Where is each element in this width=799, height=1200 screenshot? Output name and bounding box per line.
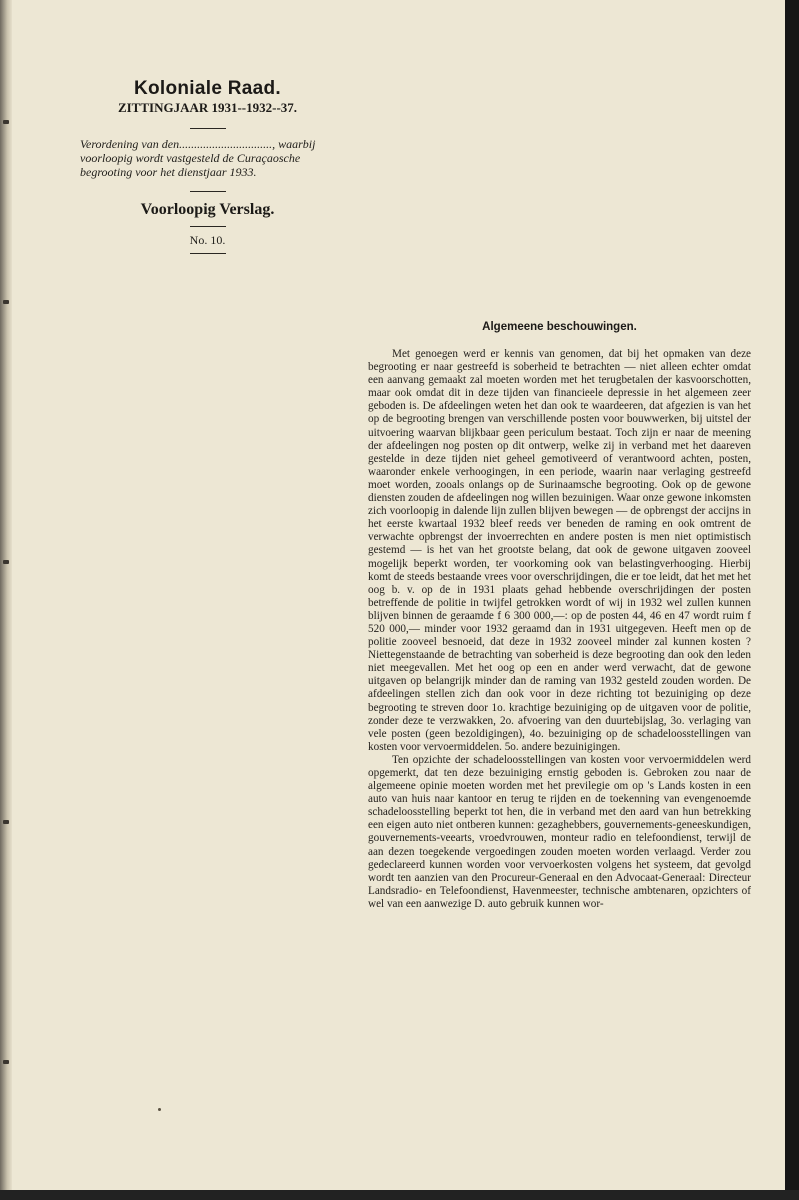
scan-edge [785, 0, 799, 1200]
binding-mark [3, 300, 9, 304]
report-number: No. 10. [189, 233, 226, 247]
session-year: ZITTINGJAAR 1931--1932--37. [117, 100, 298, 115]
divider [190, 128, 226, 129]
paper-speck [158, 1108, 161, 1111]
ordinance-description: Verordening van den..............................., waarbij voorloopig wordt vastgesteld de Curaçaosche begrooting voor het dienstjaar 1933. [80, 137, 316, 179]
binding-mark [3, 560, 9, 564]
binding-mark [3, 1060, 9, 1064]
divider [190, 253, 226, 254]
council-title: Koloniale Raad. [133, 78, 282, 99]
divider [190, 191, 226, 192]
report-title: Voorloopig Verslag. [140, 201, 275, 218]
section-heading: Algemeene beschouwingen. [482, 321, 637, 333]
paragraph: Ten opzichte der schadeloosstellingen van kosten voor vervoermiddelen werd opgemerkt, dat ten deze bezuiniging ernstig geboden is. Gebroken zou naar de algemeene opinie moeten worden met het previlegie om op 's Lands kosten in een auto van huis naar kantoor en terug te rijden en de toekenning van evengenoemde schadeloosstelling beperkt tot hen, die in verband met den aard van hun betrekking een eigen auto niet ontberen kunnen: gezaghebbers, gouvernements-geneeskundigen, gouvernements-veearts, vroedvrouwen, monteur radio en telefoondienst, terwijl de aan dezen toegekende vergoedingen zouden moeten worden verlaagd. Verder zou gedeclareerd kunnen worden voor vervoerkosten volgens het systeem, dat gevolgd wordt ten aanzien van den Procureur-Generaal en den Advocaat-Generaal: Directeur Landsradio- en Telefoondienst, Havenmeester, technische ambtenaren, opzichters of wel van een aanwezige D. auto gebruik kunnen wor- [368, 753, 751, 910]
scan-gutter [0, 0, 12, 1200]
divider [190, 226, 226, 227]
scan-edge [0, 1190, 799, 1200]
paragraph: Met genoegen werd er kennis van genomen, dat bij het opmaken van deze begrooting er naar gestreefd is soberheid te betrachten — niet alleen echter omdat een aanvang gemaakt zal moeten worden met het terugbetalen der kasvoorschotten, maar ook omdat dit in deze tijden van financieele depressie in het algemeen zeer geboden is. De afdeelingen weten het dan ook te waardeeren, dat afgezien is van het op de begrooting brengen van verschillende posten voor bouwwerken, bij uitstel der uitvoering waarvan blijkbaar geen periculum bestaat. Toch zijn er naar de meening der afdeelingen nog posten op dit ontwerp, welke zij in verband met het daareven gestelde in deze tijden niet geheel gemotiveerd of verantwoord achten, posten, waaronder enkele verhoogingen, in een periode, waarin naar verlaging gestreefd moet worden, zooals onlangs op de Surinaamsche begrooting. Ook op de gewone diensten zouden de afdeelingen nog willen bezuinigen. Waar onze gewone inkomsten zich voorloopig in dalende lijn zullen blijven bewegen — de opbrengst der accijns in het eerste kwartaal 1932 bleef reeds ver beneden de raming en ook omtrent de verwachte opbrengst der invoerrechten en andere posten is men niet optimistisch gestemd — is het van het grootste belang, dat ook de gewone uitgaven zooveel mogelijk beperkt worden, ter voorkoming ook van belastingverhooging. Hierbij komt de steeds bestaande vrees voor overschrijdingen, die er toe leidt, dat het met het oog b. v. op de in 1931 plaats gehad hebbende overschrijdingen der posten betreffende de politie in twijfel getrokken wordt of wij in 1932 wel zullen kunnen blijven binnen de geraamde f 6 300 000,—: op de posten 44, 46 en 47 wordt ruim f 520 000,— minder voor 1932 geraamd dan in 1931 uitgegeven. Heeft men op de politie zooveel besnoeid, dat deze in 1932 zooveel minder zal kunnen kosten ? Niettegenstaande de betrachting van soberheid is deze begrooting dan ook den leden niet meegevallen. Met het oog op een en ander werd verwacht, dat de gewone uitgaven op belangrijk minder dan de raming van 1932 gesteld zouden worden. De afdeelingen stellen zich dan ook voor in deze richting tot bezuiniging op deze begrooting te streven door 1o. krachtige bezuiniging op de uitgaven voor de politie, zonder deze te verzwakken, 2o. afvoering van den duurtebijslag, 3o. verlaging van vele posten (geen bezoldigingen), 4o. bezuiniging op de schadeloosstellingen van kosten voor vervoermiddelen. 5o. andere bezuinigingen. [368, 348, 751, 753]
binding-mark [3, 120, 9, 124]
article-column [368, 320, 751, 911]
binding-mark [3, 820, 9, 824]
document-header [80, 78, 335, 254]
